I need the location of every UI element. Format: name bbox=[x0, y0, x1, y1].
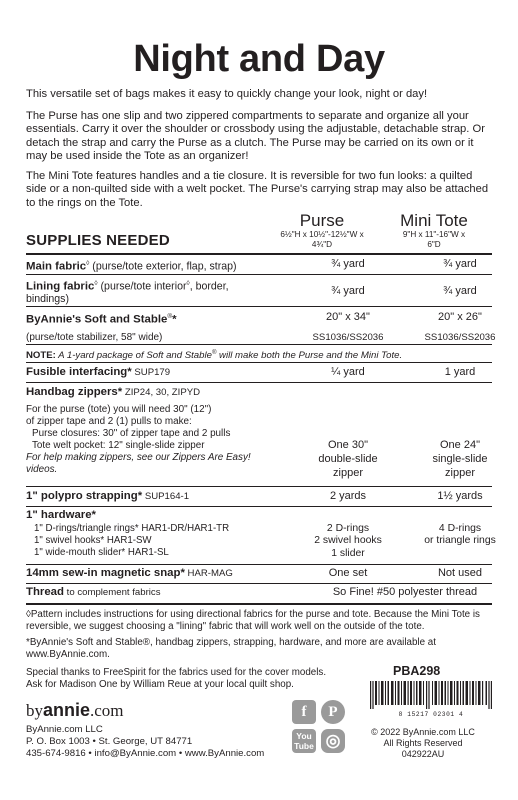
thanks-line: Special thanks to FreeSpirit for the fabrics used for the cover models. bbox=[26, 667, 327, 678]
table-rule bbox=[26, 583, 492, 584]
copyright-line: 042922AU bbox=[401, 749, 445, 759]
copyright-line: All Rights Reserved bbox=[383, 738, 463, 748]
table-rule bbox=[26, 344, 492, 345]
copyright bbox=[348, 727, 498, 760]
tote-amount: 1½ yards bbox=[437, 490, 483, 502]
youtube-text: You bbox=[296, 731, 312, 741]
fabric-thanks bbox=[26, 667, 356, 691]
table-rule bbox=[26, 274, 492, 275]
tote-amount: 20" x 26" bbox=[438, 311, 482, 323]
supply-row-main-fabric bbox=[26, 258, 492, 273]
soft-stable-note bbox=[26, 348, 496, 362]
supply-sku: SUP179 bbox=[131, 367, 171, 378]
instagram-icon[interactable]: ◎ bbox=[321, 729, 345, 753]
purse-amount: One 30" double-slide zipper bbox=[318, 439, 378, 479]
note-lead: NOTE: bbox=[26, 350, 56, 362]
purse-amount: One set bbox=[328, 567, 368, 579]
tote-amount: 1 yard bbox=[444, 366, 476, 378]
zipper-help-text: videos. bbox=[26, 464, 58, 476]
zipper-instructions: Purse closures: 30" of zipper tape and 2 pulls bbox=[32, 428, 231, 440]
supply-label: ByAnnie's Soft and Stable bbox=[26, 313, 168, 326]
purse-amount: ¾ yard bbox=[331, 258, 365, 270]
column-header-tote bbox=[378, 212, 490, 250]
tote-description: The Mini Tote features handles and a tie closure. It is reversible for two fun looks: a quilted side or a non-quilted side with a welt pocket. The Purse's carrying strap may also be attached to the rings on the Tote. bbox=[26, 170, 489, 209]
directional-footnote: ◊Pattern includes instructions for using directional fabrics for the purse and tote. Because the Mini Tote is reversible, we suggest choosing a "lining" fabric that will work well on the outside of the tote. bbox=[26, 609, 480, 632]
purse-sku: SS1036/SS2036 bbox=[312, 332, 384, 343]
tote-dimensions: 9"H x 11"-16"W x 6"D bbox=[402, 230, 466, 249]
table-rule bbox=[26, 253, 492, 255]
purse-dimensions: 6½"H x 10½"-12½"W x 4¾"D bbox=[280, 230, 364, 249]
directional-mark: ◊ bbox=[86, 260, 90, 267]
supply-label: Lining fabric bbox=[26, 280, 95, 293]
zipper-instructions: For the purse (tote) you will need 30" (12") bbox=[26, 404, 212, 416]
purse-amount: 2 D-rings 2 swivel hooks 1 slider bbox=[314, 523, 382, 559]
zipper-instructions: of zipper tape and 2 (1) pulls to make: bbox=[26, 416, 192, 428]
supply-sku: SUP164-1 bbox=[142, 491, 190, 502]
registered-mark: ® bbox=[167, 313, 173, 320]
byannie-logo bbox=[26, 700, 124, 721]
supply-label: Main fabric bbox=[26, 260, 87, 273]
table-rule bbox=[26, 306, 492, 307]
supply-label: Fusible interfacing* bbox=[26, 366, 132, 378]
supply-star: * bbox=[172, 313, 177, 326]
supply-label: 1" hardware* bbox=[26, 509, 96, 521]
table-rule bbox=[26, 603, 492, 605]
supply-row-fusible bbox=[26, 366, 492, 379]
purse-amount: ¾ yard bbox=[331, 285, 365, 297]
supply-desc: (purse/tote interior bbox=[97, 280, 187, 293]
logo-pre: by bbox=[26, 701, 43, 720]
registered-mark: ® bbox=[211, 350, 217, 356]
pinterest-icon[interactable]: P bbox=[321, 700, 345, 724]
supply-row-thread bbox=[26, 586, 492, 599]
availability-footnote: *ByAnnie's Soft and Stable®, handbag zippers, strapping, hardware, and more are available at www.ByAnnie.com. bbox=[26, 637, 436, 660]
note-text: A 1-yard package of Soft and Stable bbox=[55, 350, 212, 362]
supply-label: Thread bbox=[26, 586, 64, 598]
supply-row-zippers bbox=[26, 386, 492, 479]
note-text: will make both the Purse and the Mini Tote. bbox=[216, 350, 403, 362]
tote-amount: ¾ yard bbox=[443, 258, 477, 270]
supply-desc: (purse/tote exterior, flap, strap) bbox=[89, 260, 237, 273]
table-rule bbox=[26, 564, 492, 565]
supply-label: Handbag zippers* bbox=[26, 386, 123, 398]
hardware-item: 1" swivel hooks* HAR1-SW bbox=[34, 535, 152, 547]
purse-amount: ¼ yard bbox=[331, 366, 365, 378]
thread-value: So Fine! #50 polyester thread bbox=[332, 586, 478, 598]
table-rule bbox=[26, 506, 492, 507]
supply-row-hardware bbox=[26, 509, 496, 559]
tote-amount: 4 D-rings or triangle rings bbox=[424, 523, 496, 547]
hardware-item: 1" wide-mouth slider* HAR1-SL bbox=[34, 547, 169, 559]
logo-post: .com bbox=[90, 701, 124, 720]
supply-row-magnetic-snap bbox=[26, 567, 492, 580]
address-line: P. O. Box 1003 • St. George, UT 84771 bbox=[26, 735, 193, 747]
address-line: ByAnnie.com LLC bbox=[26, 724, 103, 735]
youtube-text: Tube bbox=[294, 741, 314, 751]
table-rule bbox=[26, 382, 492, 383]
intro-text: This versatile set of bags makes it easy to quickly change your look, night or day! bbox=[26, 88, 428, 100]
supply-sku: HAR-MAG bbox=[184, 568, 233, 579]
supply-desc: to complement fabrics bbox=[63, 587, 161, 598]
supply-row-soft-and-stable bbox=[26, 311, 496, 344]
supply-label: 14mm sew-in magnetic snap* bbox=[26, 567, 185, 579]
pattern-number: PBA298 bbox=[393, 664, 441, 678]
purse-description: The Purse has one slip and two zippered compartments to separate and organize all your essentials. Carry it over the shoulder or crossbody using the adjustable, detachable strap. Or detach the strap and carry the Purse as a clutch. The Purse may be carried on its own or it may be used inside the Tote as an organizer! bbox=[26, 110, 485, 163]
tote-sku: SS1036/SS2036 bbox=[424, 332, 496, 343]
tote-amount: ¾ yard bbox=[443, 285, 477, 297]
supply-desc: (purse/tote stabilizer, 58" wide) bbox=[26, 331, 163, 343]
logo-brand: annie bbox=[43, 700, 91, 720]
tote-heading: Mini Tote bbox=[400, 211, 468, 230]
address-line: 435-674-9816 • info@ByAnnie.com • www.ByAnnie.com bbox=[26, 747, 265, 759]
supplies-heading: SUPPLIES NEEDED bbox=[26, 232, 170, 249]
supply-sku: ZIP24, 30, ZIPYD bbox=[122, 387, 201, 398]
table-rule bbox=[26, 486, 492, 487]
purse-amount: 2 yards bbox=[329, 490, 367, 502]
barcode bbox=[370, 681, 492, 709]
tote-amount: Not used bbox=[437, 567, 483, 579]
supply-row-strapping bbox=[26, 490, 492, 503]
tote-amount: One 24" single-slide zipper bbox=[432, 439, 488, 479]
directional-mark: ◊ bbox=[186, 280, 190, 287]
barcode-number: 8 15217 02301 4 bbox=[398, 711, 464, 718]
hardware-item: 1" D-rings/triangle rings* HAR1-DR/HAR1-TR bbox=[34, 523, 230, 535]
copyright-line: © 2022 ByAnnie.com LLC bbox=[371, 727, 475, 737]
supply-desc: bindings) bbox=[26, 292, 69, 305]
facebook-icon[interactable]: f bbox=[292, 700, 316, 724]
supply-desc: , border, bbox=[189, 280, 229, 293]
youtube-icon[interactable] bbox=[292, 729, 316, 753]
column-header-purse bbox=[268, 212, 376, 250]
supply-label: 1" polypro strapping* bbox=[26, 490, 143, 502]
zipper-help-text: For help making zippers, see our Zippers Are Easy! bbox=[26, 452, 251, 464]
directional-mark: ◊ bbox=[94, 280, 98, 287]
thanks-line: Ask for Madison One by William Reue at your local quilt shop. bbox=[26, 679, 294, 690]
table-rule bbox=[26, 362, 492, 363]
purse-heading: Purse bbox=[299, 211, 345, 230]
company-address bbox=[26, 724, 264, 759]
purse-amount: 20" x 34" bbox=[326, 311, 370, 323]
supply-row-lining bbox=[26, 278, 492, 305]
page-title: Night and Day bbox=[133, 38, 385, 80]
zipper-instructions: Tote welt pocket: 12" single-slide zipper bbox=[32, 440, 205, 452]
